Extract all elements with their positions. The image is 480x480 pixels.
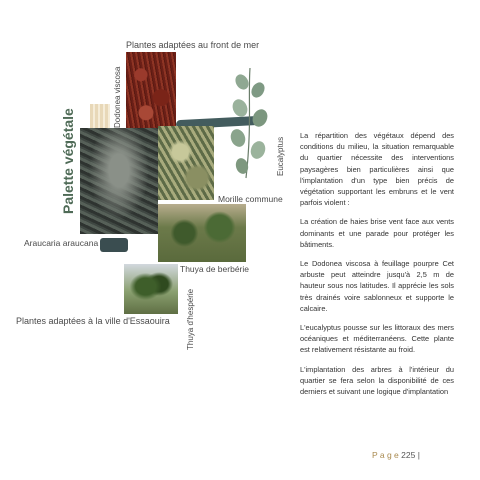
paragraph: La création de haies brise vent face aux vents dominants et une parade pour protéger les bâtiments.	[300, 217, 454, 249]
morille-photo	[158, 126, 214, 200]
label-morille: Morille commune	[218, 194, 283, 204]
page-label: P a g e	[372, 450, 399, 460]
body-text	[300, 130, 454, 405]
page-number: 225	[401, 450, 416, 460]
brush-stroke-left	[100, 238, 128, 252]
paragraph: La répartition des végétaux dépend des conditions du milieu, la situation remarquable du quartier nécessite des interventions paysagères bien particulières ainsi que l'implantation d'un type bien précis de végétation supportant les embruns et le vent parfois violent :	[300, 131, 454, 208]
dodonea-photo	[126, 52, 176, 128]
page-footer	[372, 450, 420, 460]
label-thuya-hesperie: Thuya d'hespérie	[186, 288, 195, 350]
label-araucaria: Araucaria araucana	[24, 238, 99, 248]
eucalyptus-branch-illustration	[226, 66, 274, 180]
araucaria-photo	[80, 128, 158, 234]
thuya-berberie-photo	[158, 204, 246, 262]
label-eucalyptus: Eucalyptus	[276, 136, 285, 176]
label-dodonea: Dodonea viscosa	[113, 66, 122, 128]
label-thuya-berberie: Thuya de berbérie	[180, 264, 249, 274]
page-separator: |	[417, 450, 420, 460]
text-fade-overlay	[300, 402, 460, 428]
paragraph: L'eucalyptus pousse sur les littoraux des mers océaniques et méditerranéens. Cette plante est relativement résistante au froid.	[300, 323, 454, 355]
paragraph: L'implantation des arbres à l'intérieur du quartier se fera selon la disponibilité de ces derniers et suivant une logique d'implantation	[300, 364, 454, 397]
palette-vegetale-title: Palette végétale	[60, 108, 76, 214]
thuya-hesperie-photo	[124, 264, 178, 314]
paragraph: Le Dodonea viscosa à feuillage pourpre Cet arbuste peut atteindre jusqu'à 2,5 m de hauteur sous nos latitudes. Il apprécie les sols très drainés voire sablonneux et supporte le calcaire.	[300, 259, 454, 313]
title-ville-essaouira: Plantes adaptées à la ville d'Essaouira	[16, 316, 170, 326]
title-front-de-mer: Plantes adaptées au front de mer	[126, 40, 260, 50]
